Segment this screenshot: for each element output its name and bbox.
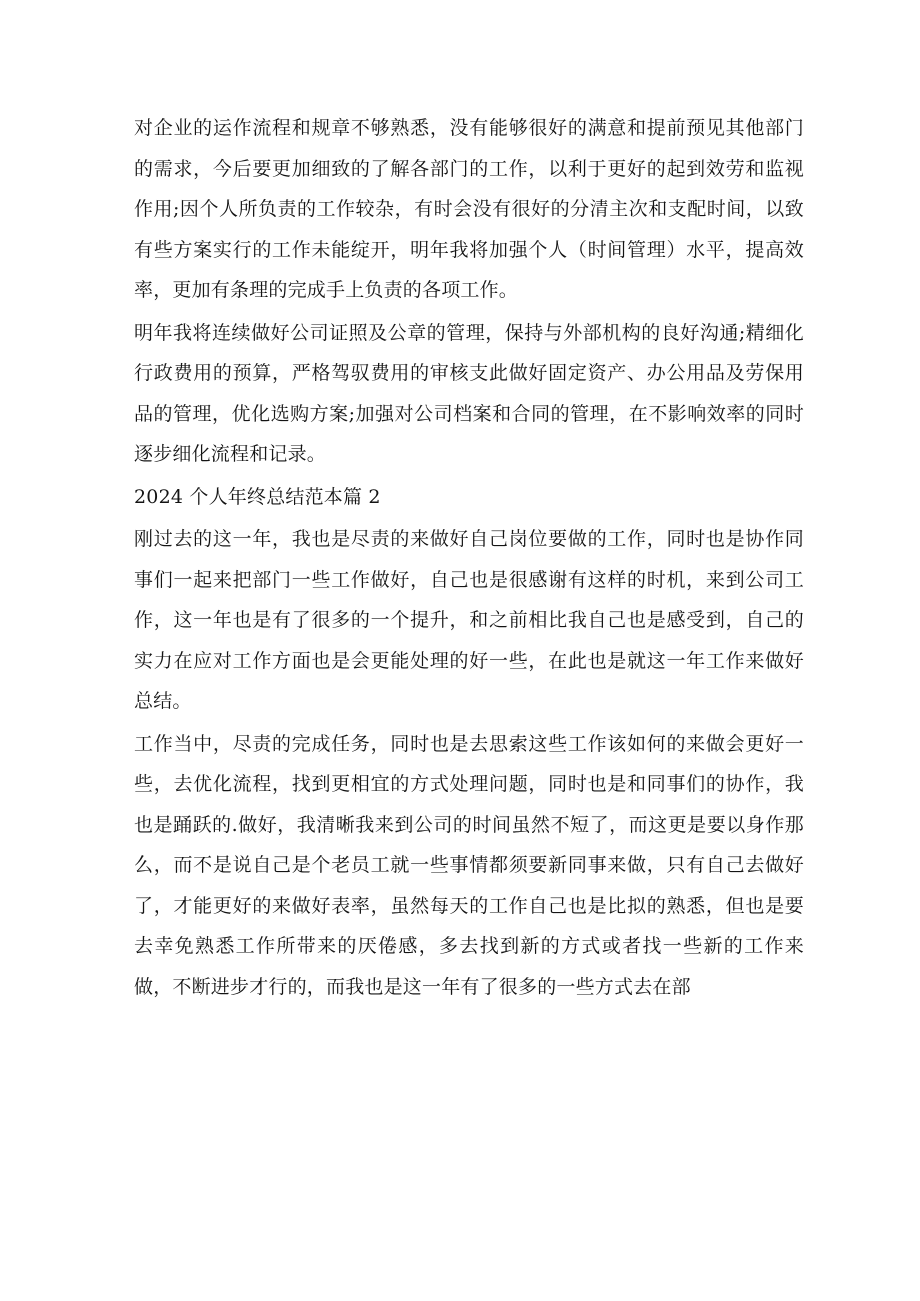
paragraph-1: 对企业的运作流程和规章不够熟悉，没有能够很好的满意和提前预见其他部门的需求，今后要更加细致的了解各部门的工作，以利于更好的起到效劳和监视作用;因个人所负责的工作较杂，有时会没有很好的分清主次和支配时间，以致有些方案实行的工作未能绽开，明年我将加强个人（时间管理）水平，提高效率，更加有条理的完成手上负责的各项工作。 bbox=[134, 117, 804, 301]
section-paragraph-2: 工作当中，尽责的完成任务，同时也是去思索这些工作该如何的来做会更好一些，去优化流程，找到更相宜的方式处理问题，同时也是和同事们的协作，我也是踊跃的.做好，我清晰我来到公司的时间虽然不短了，而这更是要以身作那么，而不是说自己是个老员工就一些事情都须要新同事来做，只有自己去做好了，才能更好的来做好表率，虽然每天的工作自己也是比拟的熟悉，但也是要去幸免熟悉工作所带来的厌倦感，多去找到新的方式或者找一些新的工作来做，不断进步才行的，而我也是这一年有了很多的一些方式去在部 bbox=[134, 732, 804, 998]
section-paragraph-1: 刚过去的这一年，我也是尽责的来做好自己岗位要做的工作，同时也是协作同事们一起来把部门一些工作做好，自己也是很感谢有这样的时机，来到公司工作，这一年也是有了很多的一个提升，和之前相比我自己也是感受到，自己的实力在应对工作方面也是会更能处理的好一些，在此也是就这一年工作来做好总结。 bbox=[134, 528, 804, 712]
document-body bbox=[134, 108, 804, 1009]
section-title: 2024 个人年终总结范本篇 2 bbox=[134, 485, 381, 508]
paragraph-2: 明年我将连续做好公司证照及公章的管理，保持与外部机构的良好沟通;精细化行政费用的预算，严格驾驭费用的审核支此做好固定资产、办公用品及劳保用品的管理，优化选购方案;加强对公司档案和合同的管理，在不影响效率的同时逐步细化流程和记录。 bbox=[134, 321, 804, 465]
